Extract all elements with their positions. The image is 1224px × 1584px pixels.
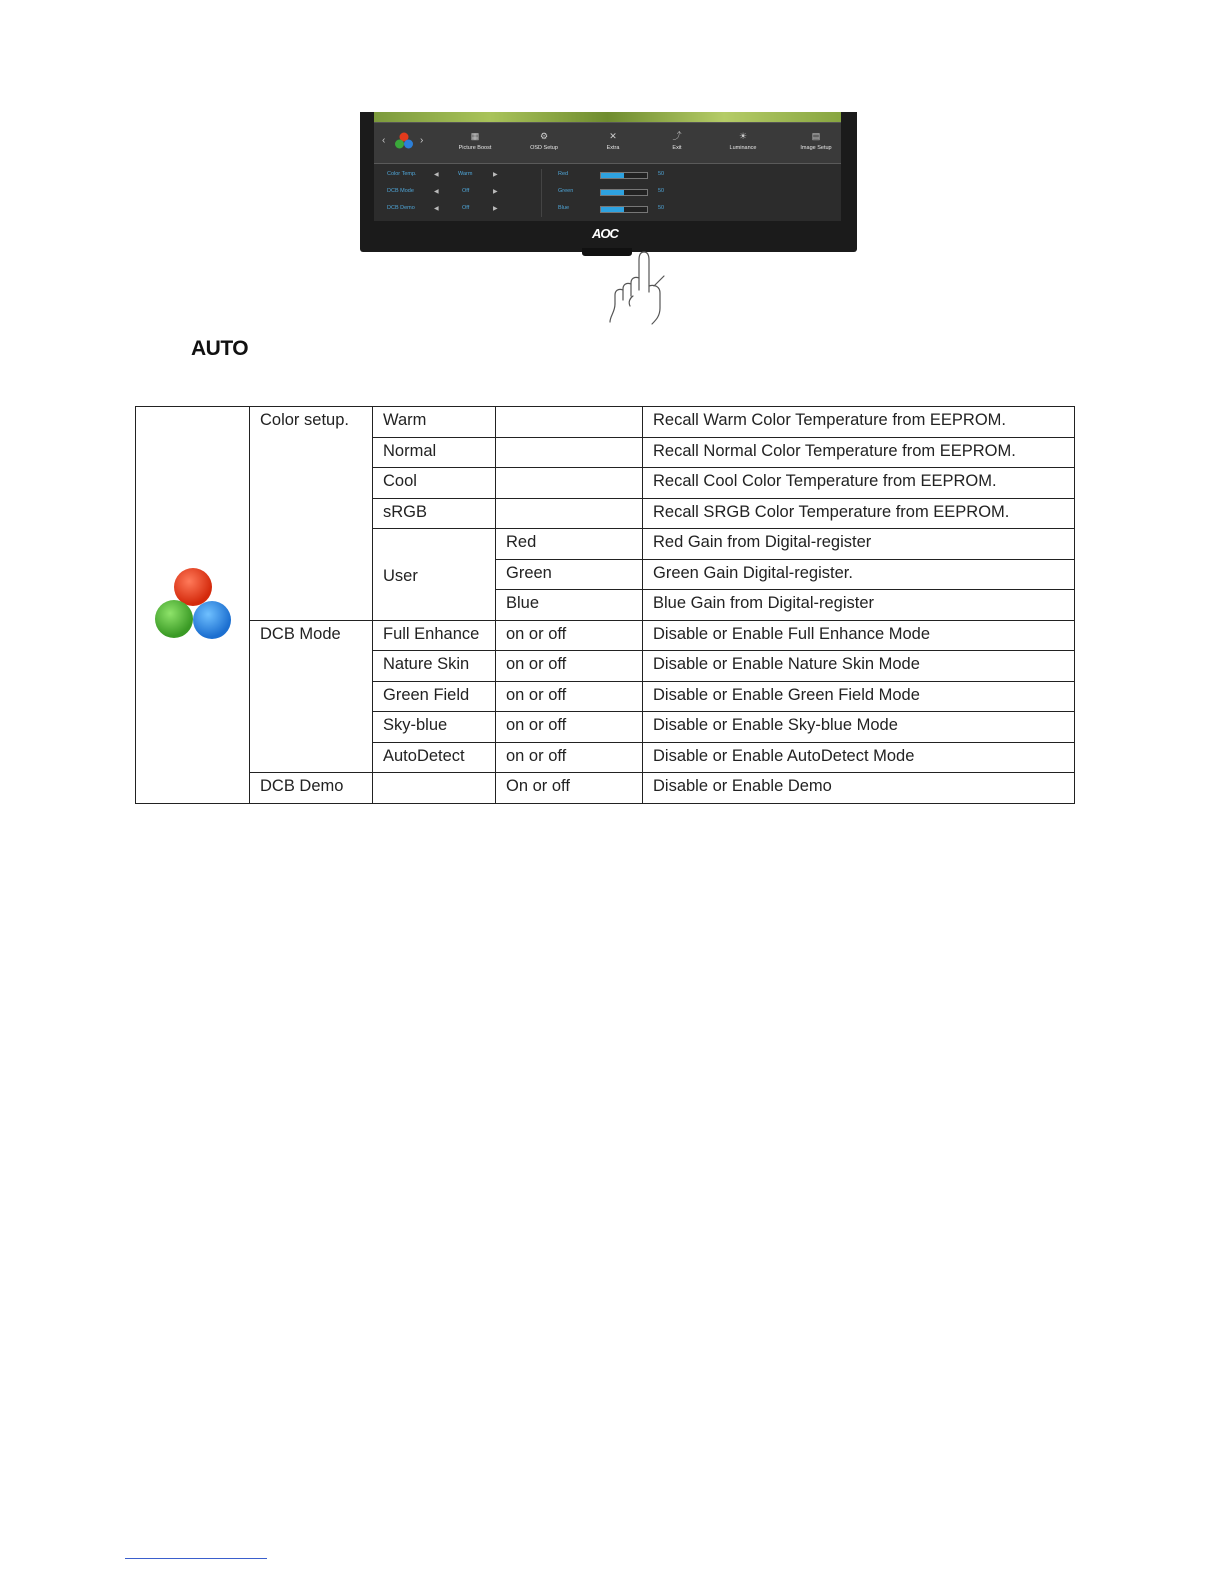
extra-icon: ✕: [609, 131, 617, 141]
desc-cell: Green Gain Digital-register.: [643, 559, 1075, 590]
osd-tab-image-setup[interactable]: ▤ Image Setup: [800, 131, 832, 151]
monitor-illustration: [360, 112, 857, 252]
table-icon-cell: [136, 407, 250, 804]
desc-cell: Disable or Enable Demo: [643, 773, 1075, 804]
sub-cell: on or off: [496, 620, 643, 651]
item-cell: [373, 773, 496, 804]
table-row: [136, 773, 1075, 804]
osd-row-color-temp[interactable]: Color Temp. ◀ Warm ▶ Red 50: [387, 171, 665, 178]
section-dcb-demo: DCB Demo: [250, 773, 373, 804]
image-setup-icon: ▤: [811, 131, 821, 141]
brand-logo: AOC: [592, 226, 618, 241]
desc-cell: Red Gain from Digital-register: [643, 529, 1075, 560]
osd-slider[interactable]: [600, 189, 648, 196]
osd-left-arrow-icon[interactable]: ◀: [434, 172, 439, 178]
osd-next-arrow-icon[interactable]: ›: [420, 135, 424, 146]
sub-cell: on or off: [496, 712, 643, 743]
osd-tab-picture-boost[interactable]: ▦ Picture Boost: [458, 131, 492, 151]
sub-cell: on or off: [496, 651, 643, 682]
sub-cell: Blue: [496, 590, 643, 621]
osd-row-dcb-demo[interactable]: DCB Demo ◀ Off ▶ Blue 50: [387, 205, 665, 212]
footnote-separator: [125, 1558, 267, 1559]
exit-icon: ⤴: [672, 131, 682, 141]
osd-left-arrow-icon[interactable]: ◀: [434, 206, 439, 212]
osd-slider-fill: [601, 207, 624, 212]
item-cell: sRGB: [373, 498, 496, 529]
osd-right-arrow-icon[interactable]: ▶: [493, 189, 498, 195]
osd-right-arrow-icon[interactable]: ▶: [493, 206, 498, 212]
section-color-setup: Color setup.: [250, 407, 373, 621]
item-cell: Cool: [373, 468, 496, 499]
osd-tab-luminance[interactable]: ☀ Luminance: [729, 131, 757, 151]
desc-cell: Recall Normal Color Temperature from EEPROM.: [643, 437, 1075, 468]
sub-cell: On or off: [496, 773, 643, 804]
osd-tab-extra[interactable]: ✕ Extra: [606, 131, 620, 151]
osd-setup-icon: ⚙: [539, 131, 549, 141]
picture-boost-icon: ▦: [470, 131, 480, 141]
osd-slider-fill: [601, 190, 624, 195]
color-setup-table: [135, 406, 1075, 804]
screen-wallpaper: [374, 112, 841, 122]
item-cell: AutoDetect: [373, 742, 496, 773]
osd-slider-fill: [601, 173, 624, 178]
osd-tab-exit[interactable]: ⤴ Exit: [672, 131, 682, 151]
desc-cell: Recall Cool Color Temperature from EEPROM.: [643, 468, 1075, 499]
item-cell: Sky-blue: [373, 712, 496, 743]
desc-cell: Disable or Enable AutoDetect Mode: [643, 742, 1075, 773]
sub-cell: [496, 407, 643, 438]
desc-cell: Disable or Enable Full Enhance Mode: [643, 620, 1075, 651]
table-row: [136, 620, 1075, 651]
osd-tab-osd-setup[interactable]: ⚙ OSD Setup: [530, 131, 558, 151]
desc-cell: Recall Warm Color Temperature from EEPROM.: [643, 407, 1075, 438]
item-cell: Full Enhance: [373, 620, 496, 651]
osd-color-balls-icon: [393, 131, 415, 151]
luminance-icon: ☀: [738, 131, 748, 141]
pointing-hand-icon: [600, 250, 672, 326]
desc-cell: Disable or Enable Sky-blue Mode: [643, 712, 1075, 743]
desc-cell: Recall SRGB Color Temperature from EEPROM.: [643, 498, 1075, 529]
sub-cell: [496, 498, 643, 529]
osd-left-arrow-icon[interactable]: ◀: [434, 189, 439, 195]
osd-color-setup-tab[interactable]: [380, 129, 426, 155]
sub-cell: on or off: [496, 742, 643, 773]
osd-menu: [374, 122, 841, 221]
desc-cell: Disable or Enable Nature Skin Mode: [643, 651, 1075, 682]
item-cell: Nature Skin: [373, 651, 496, 682]
section-dcb-mode: DCB Mode: [250, 620, 373, 773]
item-cell: Green Field: [373, 681, 496, 712]
sub-cell: Green: [496, 559, 643, 590]
osd-slider[interactable]: [600, 206, 648, 213]
item-cell: Normal: [373, 437, 496, 468]
page-title: AUTO: [191, 337, 249, 360]
item-cell-user: User: [373, 529, 496, 621]
osd-prev-arrow-icon[interactable]: ‹: [382, 135, 386, 146]
desc-cell: Blue Gain from Digital-register: [643, 590, 1075, 621]
desc-cell: Disable or Enable Green Field Mode: [643, 681, 1075, 712]
osd-row-dcb-mode[interactable]: DCB Mode ◀ Off ▶ Green 50: [387, 188, 665, 195]
sub-cell: [496, 437, 643, 468]
osd-right-arrow-icon[interactable]: ▶: [493, 172, 498, 178]
osd-tab-bar: [374, 123, 841, 164]
table-row: [136, 407, 1075, 438]
sub-cell: on or off: [496, 681, 643, 712]
color-balls-icon: [151, 565, 235, 645]
sub-cell: Red: [496, 529, 643, 560]
item-cell: Warm: [373, 407, 496, 438]
sub-cell: [496, 468, 643, 499]
osd-slider[interactable]: [600, 172, 648, 179]
